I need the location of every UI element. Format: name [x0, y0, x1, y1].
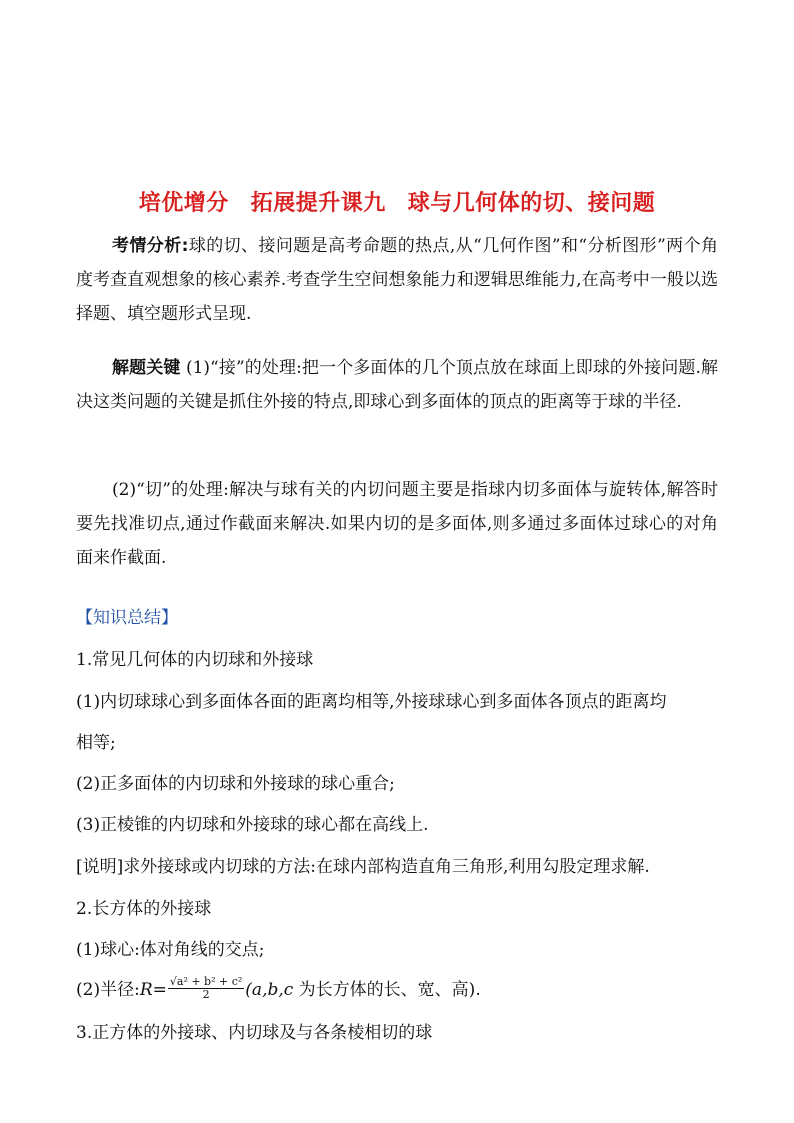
note-line: [说明]求外接球或内切球的方法:在球内部构造直角三角形,利用勾股定理求解.	[76, 857, 650, 877]
section-3-title: 3.正方体的外接球、内切球及与各条棱相切的球	[76, 1023, 433, 1043]
section-1-item-1a: (1)内切球球心到多面体各面的距离均相等,外接球球心到多面体各顶点的距离均	[76, 692, 667, 712]
section-1-item-3: (3)正棱锥的内切球和外接球的球心都在高线上.	[76, 815, 429, 835]
analysis-text: 球的切、接问题是高考命题的热点,从“几何作图”和“分析图形”两个角度考查直观想象的核心素养.考查学生空间想象能力和逻辑思维能力,在高考中一般以选择题、填空题形式呈现.	[76, 236, 718, 324]
formula-numerator: √a² + b² + c²	[169, 975, 243, 988]
summary-heading: 【知识总结】	[76, 608, 178, 628]
section-2-item-2	[76, 975, 718, 1003]
title-part-2: 拓展提升课九	[250, 191, 386, 216]
page-title	[0, 186, 794, 217]
section-1-title: 1.常见几何体的内切球和外接球	[76, 650, 314, 670]
equals-sign: =	[152, 980, 167, 1000]
section-1-item-2: (2)正多面体的内切球和外接球的球心重合;	[76, 774, 395, 794]
formula-explanation: 为长方体的长、宽、高).	[293, 980, 481, 1000]
key-paragraph-2	[76, 473, 718, 575]
title-part-3: 球与几何体的切、接问题	[407, 191, 656, 216]
radius-symbol: R	[139, 980, 153, 1000]
section-2-title: 2.长方体的外接球	[76, 899, 212, 919]
key-text-1: (1)“接”的处理:把一个多面体的几个顶点放在球面上即球的外接问题.解决这类问题的关键是抓住外接的特点,即球心到多面体的顶点的距离等于球的半径.	[76, 358, 719, 412]
key-label: 解题关键	[112, 358, 181, 378]
formula-denominator: 2	[202, 988, 210, 1001]
title-part-1: 培优增分	[138, 191, 229, 216]
radius-prefix: (2)半径:	[76, 980, 140, 1000]
section-2-item-1: (1)球心:体对角线的交点;	[76, 940, 265, 960]
analysis-label: 考情分析:	[112, 236, 189, 256]
key-text-2: (2)“切”的处理:解决与球有关的内切问题主要是指球内切多面体与旋转体,解答时要先找准切点,通过作截面来解决.如果内切的是多面体,则多通过多面体过球心的对角面来作截面.	[76, 480, 718, 568]
analysis-paragraph	[76, 229, 718, 331]
radius-formula	[168, 976, 244, 1001]
section-1-item-1b: 相等;	[76, 733, 116, 753]
formula-variables: (a,b,c	[245, 980, 294, 1000]
key-paragraph-1	[76, 351, 718, 419]
